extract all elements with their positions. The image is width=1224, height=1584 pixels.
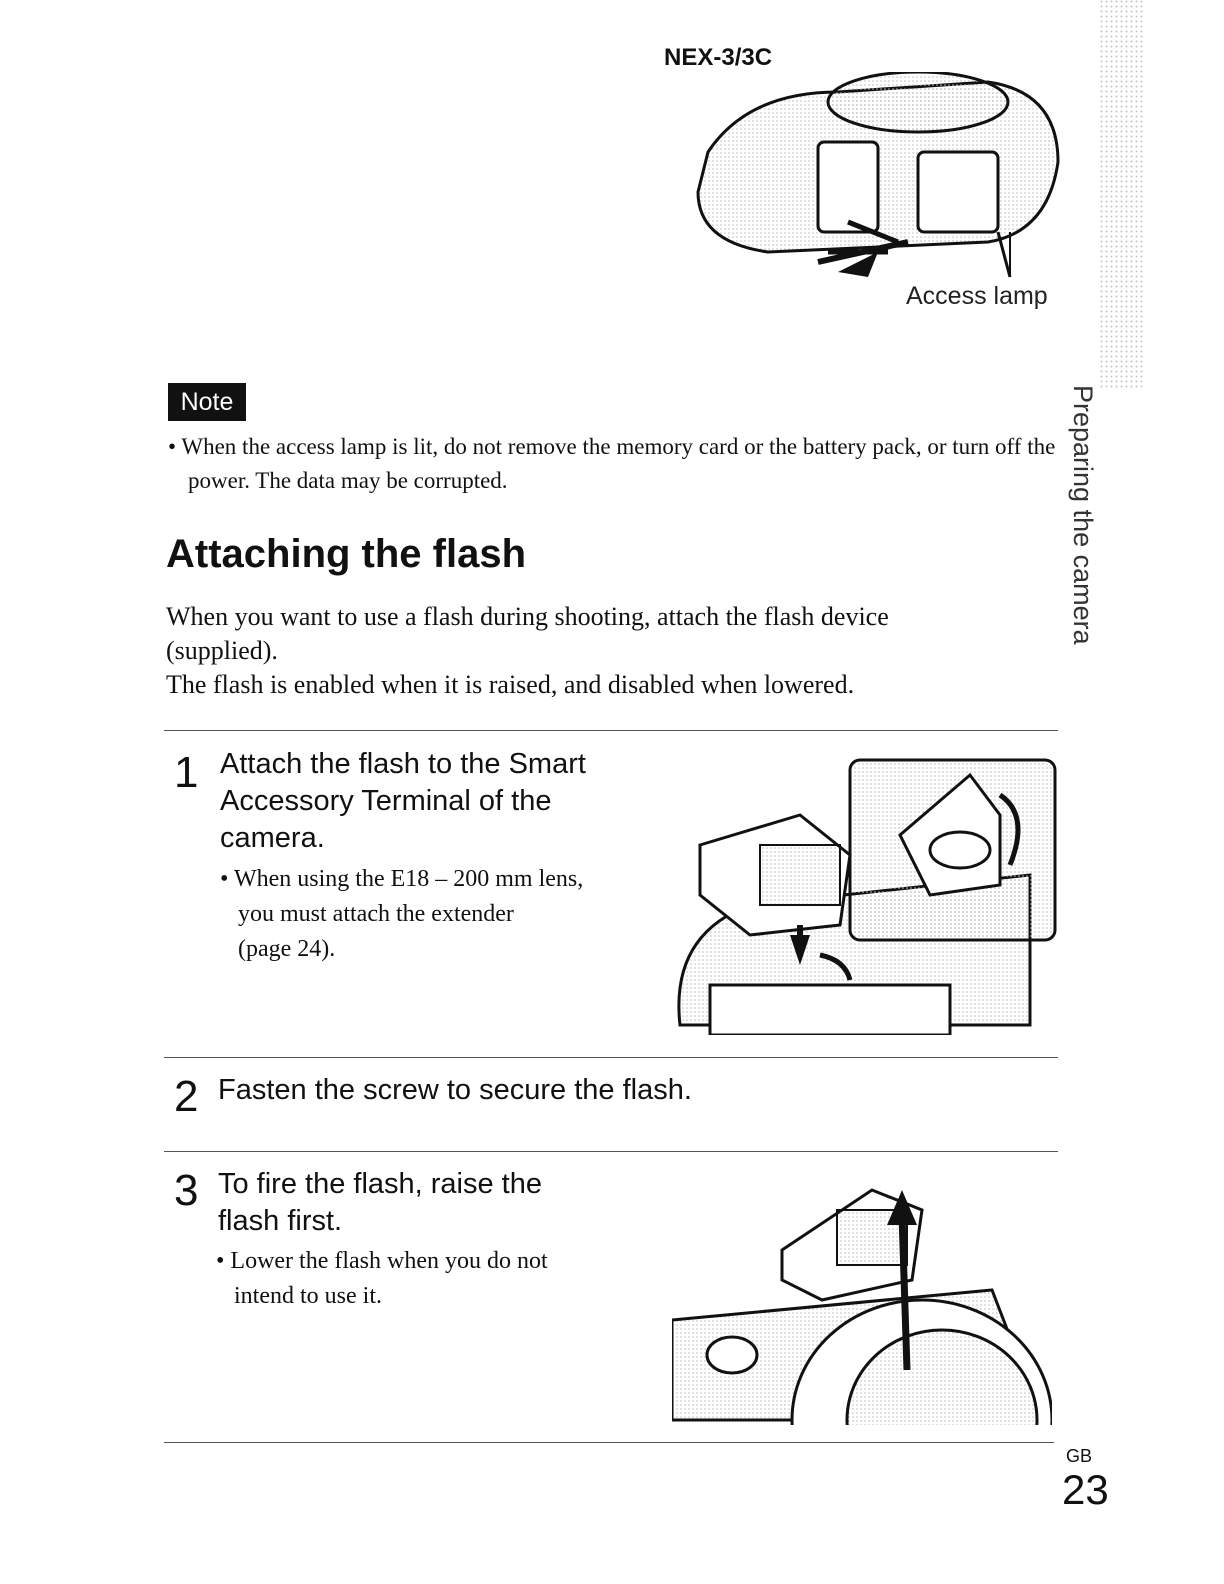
- note-text: When the access lamp is lit, do not remove the memory card or the battery pack, or turn off the power. The data may be corrupted.: [181, 434, 1056, 493]
- section-title: Attaching the flash: [166, 532, 527, 576]
- step-title: [220, 746, 660, 857]
- step-title-line: camera.: [220, 822, 325, 854]
- flash-attach-illustration: [670, 755, 1060, 1035]
- note-badge: Note: [168, 383, 246, 421]
- step-bullet-line: intend to use it.: [234, 1283, 382, 1309]
- step-title-line: Attach the flash to the Smart: [220, 748, 586, 780]
- step-bullet-line: you must attach the extender: [238, 901, 514, 927]
- note-item: • When the access lamp is lit, do not remove the memory card or the battery pack, or turn off the power. The data may be corrupted.: [168, 434, 1056, 493]
- step-number: 2: [174, 1072, 199, 1121]
- divider: [164, 1442, 1054, 1443]
- step-title: [218, 1072, 1018, 1109]
- intro-line: The flash is enabled when it is raised, and disabled when lowered.: [166, 670, 855, 699]
- divider: [164, 730, 1058, 731]
- side-tab: [1056, 385, 1112, 695]
- step-title-line: Accessory Terminal of the: [220, 785, 552, 817]
- raise-flash-illustration: [672, 1180, 1052, 1425]
- intro-line: When you want to use a flash during shooting, attach the flash device: [166, 602, 889, 631]
- battery-compartment-illustration: [688, 72, 1068, 292]
- step-bullet-line: (page 24).: [238, 936, 336, 962]
- step-title-line: To fire the flash, raise the: [218, 1168, 542, 1200]
- page-number: 23: [1062, 1466, 1109, 1513]
- step-title-line: Fasten the screw to secure the flash.: [218, 1074, 692, 1106]
- divider: [164, 1151, 1058, 1152]
- intro-line: (supplied).: [166, 636, 278, 665]
- step-number: 1: [174, 748, 199, 797]
- step-bullet: • Lower the flash when you do not intend to use it.: [216, 1244, 656, 1314]
- region-code: GB: [1066, 1446, 1093, 1466]
- step-bullet: • When using the E18 – 200 mm lens, you must attach the extender (page 24).: [220, 862, 660, 967]
- side-tab-label: Preparing the camera: [1068, 385, 1098, 645]
- step-number: 3: [174, 1166, 199, 1215]
- step-bullet-line: Lower the flash when you do not: [230, 1248, 548, 1274]
- side-tab-texture: [1100, 0, 1144, 390]
- section-intro: [166, 600, 1026, 702]
- step-bullet-line: When using the E18 – 200 mm lens,: [233, 866, 584, 892]
- divider: [164, 1057, 1058, 1058]
- access-lamp-callout: Access lamp: [906, 282, 1048, 310]
- model-label: NEX-3/3C: [664, 44, 773, 71]
- step-title-line: flash first.: [218, 1205, 343, 1237]
- step-title: [218, 1166, 658, 1240]
